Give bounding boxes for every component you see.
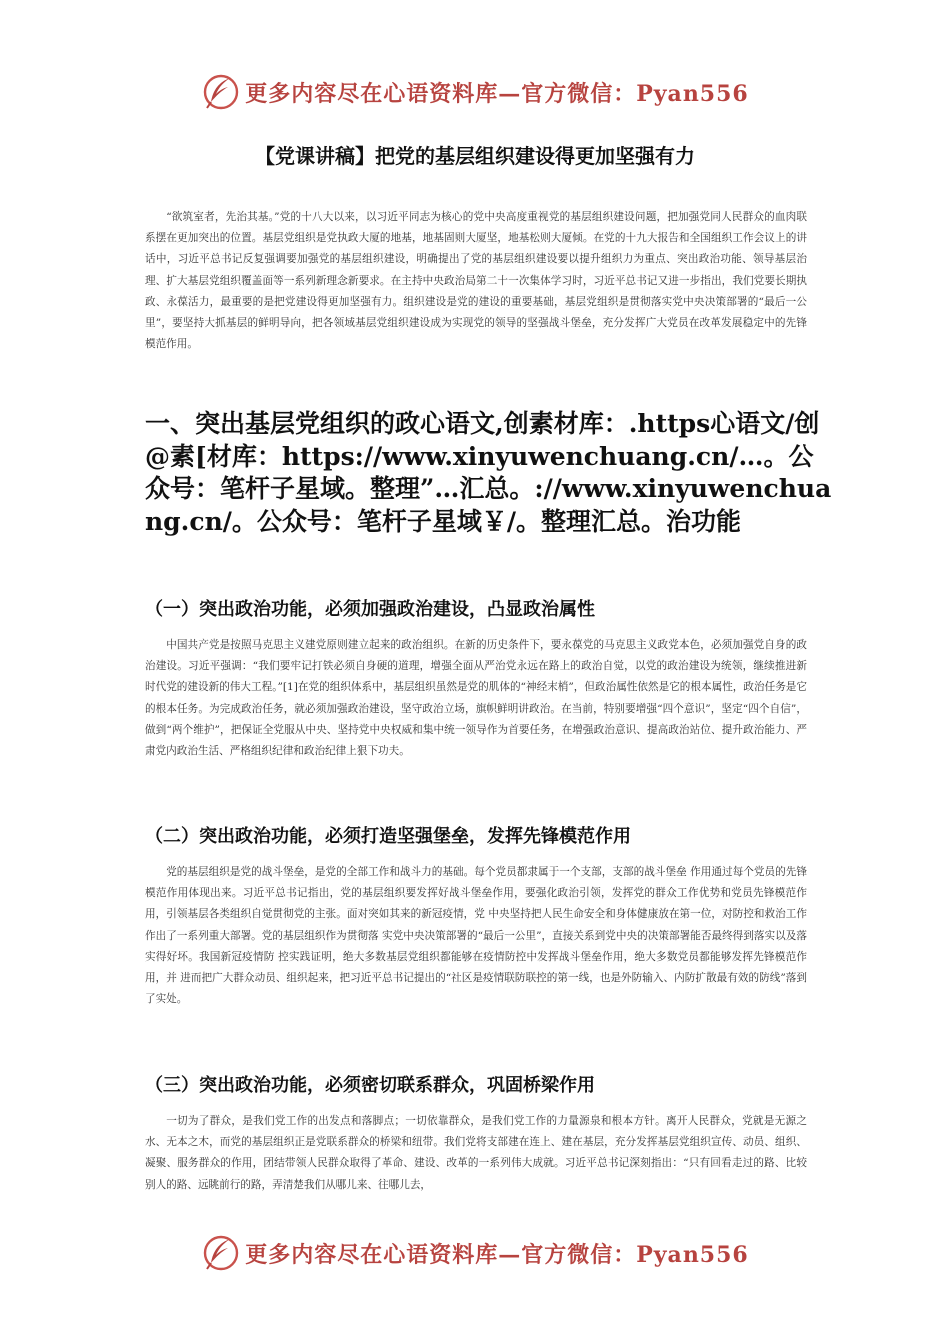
subsection-body-2: 党的基层组织是党的战斗堡垒，是党的全部工作和战斗力的基础。每个党员都隶属于一个支部，支部的战斗堡垒 作用通过每个党员的先锋模范作用体现出来。习近平总书记指出，党的基层组织要发挥好战斗堡垒作用，要强化政治引领，发挥党的群众工作优势和党员先锋模范作用，引领基层各类组织自觉贯彻党的主张。面对突如其来的新冠疫情，党 中央坚持把人民生命安全和身体健康放在第一位，对防控和救治工作作出了一系列重大部署。党的基层组织作为贯彻落 实党中央决策部署的“最后一公里”，直接关系到党中央的决策部署能否最终得到落实以及落实得好坏。我国新冠疫情防 控实践证明，绝大多数基层党组织都能够在疫情防控中发挥战斗堡垒作用，绝大多数党员都能够发挥先锋模范作用，并 进而把广大群众动员、组织起来，把习近平总书记提出的“社区是疫情联防联控的第一线，也是外防输入、内防扩散最有效的防线”落到了实处。 — [145, 866, 807, 1006]
watermark-text: 更多内容尽在心语资料库—官方微信：Pyan556 — [245, 1241, 749, 1268]
header-watermark-banner — [0, 72, 950, 112]
subsection-heading-3: （三）突出政治功能，必须密切联系群众，巩固桥梁作用 — [145, 1075, 595, 1096]
document-title: 【党课讲稿】把党的基层组织建设得更加坚强有力 — [255, 144, 695, 168]
section-heading-1: 一、突出基层党组织的政心语文,创素材库：.https心语文/创@素[材库：https://www.xinyuwenchuang.cn/…。公众号：笔杆子星域。整理”…汇总。://www.xinyuwenchuang.cn/。公众号：笔杆子星域￥/。整理汇总。治功能 — [145, 409, 832, 536]
intro-paragraph: “欲筑室者，先治其基。”党的十八大以来，以习近平同志为核心的党中央高度重视党的基层组织建设问题，把加强党同人民群众的血肉联系摆在更加突出的位置。基层党组织是党执政大厦的地基，地基固则大厦坚，地基松则大厦倾。在党的十九大报告和全国组织工作会议上的讲话中，习近平总书记反复强调要加强党的基层组织建设，明确提出了党的基层组织建设要以提升组织力为重点、突出政治功能、领导基层治理、扩大基层党组织覆盖面等一系列新理念新要求。在主持中央政治局第二十一次集体学习时，习近平总书记又进一步指出，我们党要长期执政、永葆活力，最重要的是把党建设得更加坚强有力。组织建设是党的建设的重要基础，基层党组织是贯彻落实党中央决策部署的“最后一公里”，要坚持大抓基层的鲜明导向，把各领域基层党组织建设成为实现党的领导的坚强战斗堡垒，充分发挥广大党员在改革发展稳定中的先锋模范作用。 — [145, 211, 807, 351]
feather-pen-logo-icon — [201, 72, 241, 112]
watermark-text: 更多内容尽在心语资料库—官方微信：Pyan556 — [245, 80, 749, 107]
footer-watermark-banner — [0, 1233, 950, 1273]
subsection-heading-1: （一）突出政治功能，必须加强政治建设，凸显政治属性 — [145, 599, 595, 620]
subsection-body-3: 一切为了群众，是我们党工作的出发点和落脚点；一切依靠群众，是我们党工作的力量源泉和根本方针。离开人民群众，党就是无源之水、无本之木，而党的基层组织正是党联系群众的桥梁和纽带。我们党将支部建在连上、建在基层，充分发挥基层党组织宣传、动员、组织、凝聚、服务群众的作用，团结带领人民群众取得了革命、建设、改革的一系列伟大成就。习近平总书记深刻指出：“只有回看走过的路、比较别人的路、远眺前行的路，弄清楚我们从哪儿来、往哪儿去， — [145, 1115, 807, 1191]
subsection-body-1: 中国共产党是按照马克思主义建党原则建立起来的政治组织。在新的历史条件下，要永葆党的马克思主义政党本色，必须加强党自身的政治建设。习近平强调：“我们要牢记打铁必须自身硬的道理，增强全面从严治党永远在路上的政治自觉，以党的政治建设为统领，继续推进新时代党的建设新的伟大工程。”[1]在党的组织体系中，基层组织虽然是党的肌体的“神经末梢”，但政治属性依然是它的根本属性，政治任务是它的根本任务。为完成政治任务，就必须加强政治建设，坚守政治立场，旗帜鲜明讲政治。在当前，特别要增强“四个意识”，坚定“四个自信”，做到“两个维护”，把保证全党服从中央、坚持党中央权威和集中统一领导作为首要任务，在增强政治意识、提高政治站位、提升政治能力、严肃党内政治生活、严格组织纪律和政治纪律上狠下功夫。 — [145, 639, 807, 758]
subsection-heading-2: （二）突出政治功能，必须打造坚强堡垒，发挥先锋模范作用 — [145, 826, 631, 847]
feather-pen-logo-icon — [201, 1233, 241, 1273]
